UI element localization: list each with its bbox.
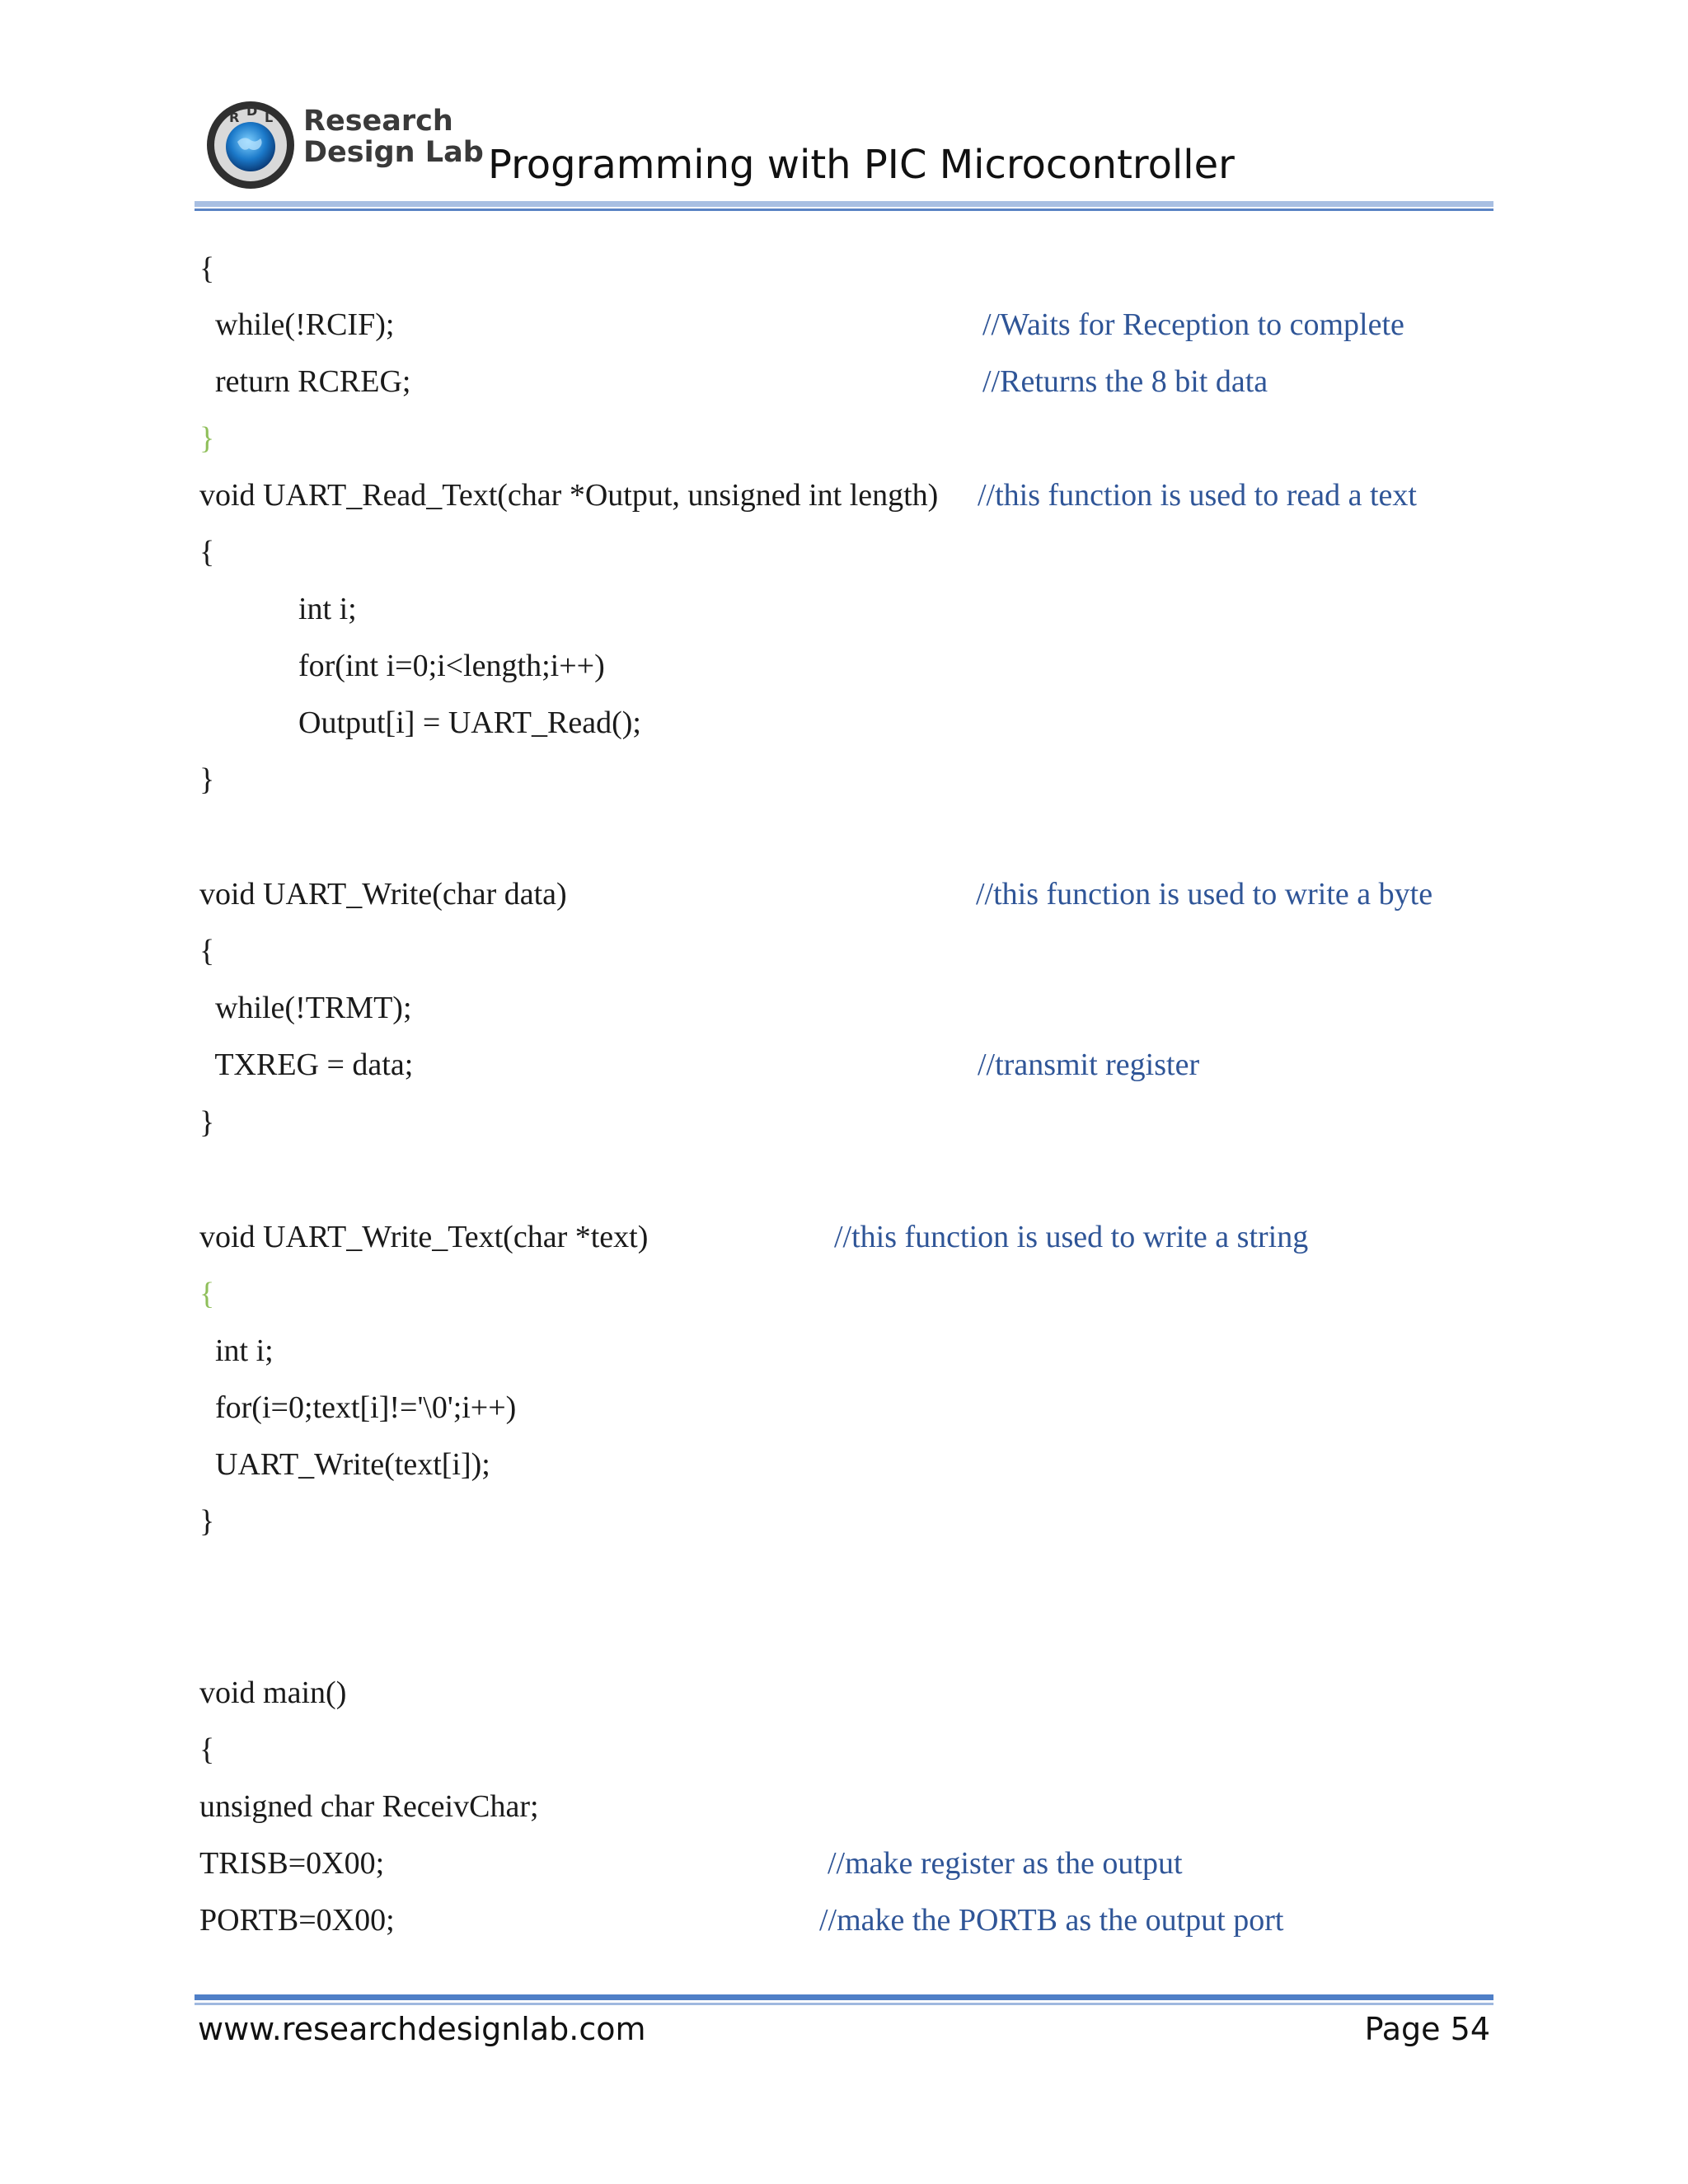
logo-line-2: Design Lab <box>303 136 484 169</box>
code-line: unsigned char ReceivChar; <box>199 1789 539 1824</box>
code-line: for(i=0;text[i]!='\0';i++) <box>199 1390 517 1425</box>
code-line: TRISB=0X00; <box>199 1846 385 1881</box>
code-brace-open: { <box>199 1732 215 1767</box>
code-line: UART_Write(text[i]); <box>199 1447 490 1482</box>
logo-initial-l: L <box>265 110 274 125</box>
code-brace-open: { <box>199 251 215 286</box>
code-line: while(!RCIF); <box>199 307 395 342</box>
logo-wordmark <box>303 105 484 168</box>
code-line: void UART_Write_Text(char *text) <box>199 1220 649 1254</box>
logo-line-1: Research <box>303 105 453 138</box>
document-title: Programming with PIC Microcontroller <box>488 142 1235 188</box>
footer-website-link[interactable]: www.researchdesignlab.com <box>198 2011 646 2047</box>
code-line: TXREG = data; <box>199 1047 414 1082</box>
code-brace-open: { <box>199 1277 215 1311</box>
code-brace-open: { <box>199 934 215 968</box>
code-comment: //transmit register <box>978 1047 1200 1082</box>
code-comment: //make register as the output <box>828 1846 1183 1881</box>
code-line: for(int i=0;i<length;i++) <box>298 649 605 683</box>
code-line: return RCREG; <box>199 364 411 399</box>
logo-initial-d: D <box>246 103 258 119</box>
code-line: void UART_Write(char data) <box>199 877 567 912</box>
code-comment: //Returns the 8 bit data <box>982 364 1268 399</box>
code-brace-close: } <box>199 421 215 456</box>
code-line: int i; <box>298 592 357 626</box>
code-brace-close: } <box>199 1504 215 1539</box>
code-line: Output[i] = UART_Read(); <box>298 705 641 740</box>
code-comment: //this function is used to write a byte <box>976 877 1433 912</box>
code-line: while(!TRMT); <box>199 991 412 1025</box>
code-brace-close: } <box>199 1105 215 1140</box>
footer-rule <box>195 1994 1493 2000</box>
footer-page-number: Page 54 <box>1364 2011 1490 2047</box>
code-comment: //this function is used to write a string <box>834 1220 1309 1254</box>
code-comment: //this function is used to read a text <box>978 478 1417 513</box>
logo-initial-r: R <box>229 110 240 125</box>
code-comment: //make the PORTB as the output port <box>819 1903 1284 1938</box>
code-comment: //Waits for Reception to complete <box>982 307 1404 342</box>
header-rule-thin <box>195 209 1493 211</box>
header-rule <box>195 201 1493 207</box>
code-line: void UART_Read_Text(char *Output, unsigned int length) <box>199 478 939 513</box>
code-line: void main() <box>199 1675 347 1710</box>
globe-logo-icon <box>204 99 297 191</box>
code-line: PORTB=0X00; <box>199 1903 395 1938</box>
footer-rule-thin <box>195 2003 1493 2005</box>
code-line: int i; <box>199 1333 274 1368</box>
code-brace-close: } <box>199 762 215 797</box>
rdl-logo <box>204 99 485 190</box>
code-brace-open: { <box>199 535 215 569</box>
